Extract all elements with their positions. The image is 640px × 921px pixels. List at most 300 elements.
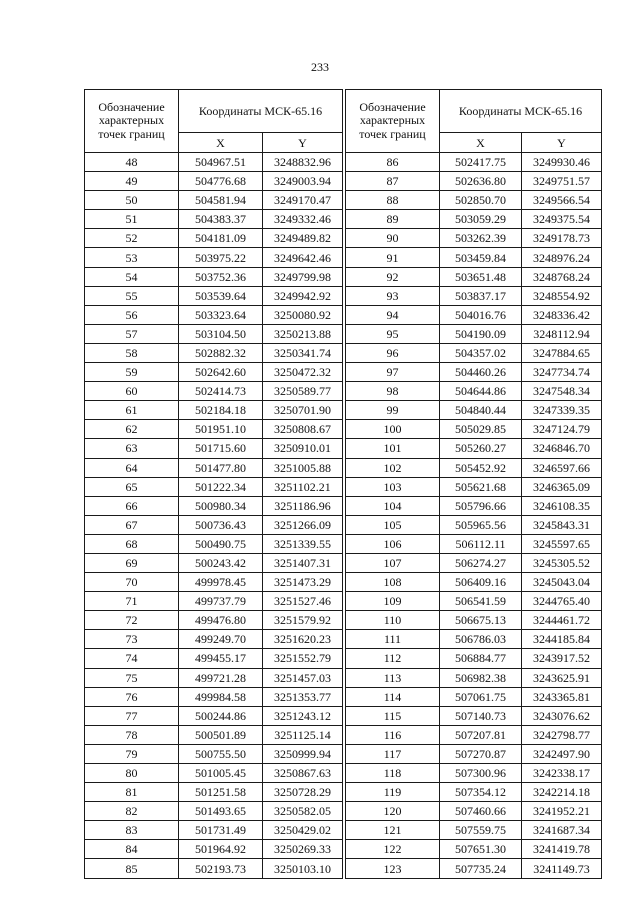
y-coordinate-cell: 3248554.92 [522,286,602,305]
x-coordinate-cell: 499737.79 [179,592,263,611]
x-coordinate-cell: 503262.39 [440,229,522,248]
point-number-cell: 89 [346,210,440,229]
y-coordinate-cell: 3251243.12 [263,706,343,725]
table-row [85,630,343,649]
x-coordinate-cell: 501731.49 [179,821,263,840]
point-number-cell: 105 [346,515,440,534]
y-coordinate-cell: 3245843.31 [522,515,602,534]
y-coordinate-cell: 3248336.42 [522,305,602,324]
y-coordinate-cell: 3243917.52 [522,649,602,668]
x-coordinate-cell: 503651.48 [440,267,522,286]
x-coordinate-cell: 500243.42 [179,553,263,572]
point-number-cell: 117 [346,744,440,763]
x-coordinate-cell: 501715.60 [179,439,263,458]
x-coordinate-cell: 504776.68 [179,172,263,191]
x-coordinate-cell: 507270.87 [440,744,522,763]
table-row [346,153,602,172]
table-row [85,859,343,878]
x-coordinate-cell: 506982.38 [440,668,522,687]
y-coordinate-cell: 3251005.88 [263,458,343,477]
point-number-cell: 59 [85,363,179,382]
x-coordinate-cell: 500755.50 [179,744,263,763]
y-coordinate-cell: 3250103.10 [263,859,343,878]
table-row [85,343,343,362]
point-number-cell: 95 [346,324,440,343]
point-number-cell: 118 [346,764,440,783]
y-coordinate-cell: 3244765.40 [522,592,602,611]
x-coordinate-cell: 502850.70 [440,191,522,210]
y-coordinate-cell: 3250589.77 [263,382,343,401]
table-row [346,172,602,191]
x-coordinate-cell: 502184.18 [179,401,263,420]
y-coordinate-cell: 3250582.05 [263,802,343,821]
y-coordinate-cell: 3250999.94 [263,744,343,763]
x-coordinate-cell: 502882.32 [179,343,263,362]
table-row [85,668,343,687]
x-coordinate-cell: 499978.45 [179,573,263,592]
y-coordinate-cell: 3250867.63 [263,764,343,783]
point-number-cell: 113 [346,668,440,687]
table-row [85,458,343,477]
table-row [85,363,343,382]
x-coordinate-cell: 507207.81 [440,725,522,744]
y-coordinate-cell: 3246108.35 [522,496,602,515]
y-coordinate-cell: 3248112.94 [522,324,602,343]
point-number-cell: 69 [85,553,179,572]
table-row [346,420,602,439]
x-coordinate-cell: 503323.64 [179,305,263,324]
point-number-cell: 83 [85,821,179,840]
point-number-cell: 66 [85,496,179,515]
y-coordinate-cell: 3248832.96 [263,153,343,172]
point-number-cell: 76 [85,687,179,706]
y-coordinate-cell: 3245305.52 [522,553,602,572]
y-coordinate-cell: 3244185.84 [522,630,602,649]
y-coordinate-cell: 3249375.54 [522,210,602,229]
table-row [85,534,343,553]
y-coordinate-cell: 3251473.29 [263,573,343,592]
point-number-cell: 80 [85,764,179,783]
point-number-cell: 58 [85,343,179,362]
y-coordinate-cell: 3250910.01 [263,439,343,458]
point-number-cell: 68 [85,534,179,553]
table-row [85,744,343,763]
table-row [346,534,602,553]
y-coordinate-cell: 3243076.62 [522,706,602,725]
x-coordinate-cell: 501222.34 [179,477,263,496]
x-coordinate-cell: 503975.22 [179,248,263,267]
point-number-cell: 123 [346,859,440,878]
y-coordinate-cell: 3249642.46 [263,248,343,267]
table-row [85,172,343,191]
y-coordinate-cell: 3251527.46 [263,592,343,611]
x-coordinate-cell: 507354.12 [440,783,522,802]
y-coordinate-cell: 3250080.92 [263,305,343,324]
x-coordinate-cell: 504644.86 [440,382,522,401]
y-coordinate-cell: 3251579.92 [263,611,343,630]
point-number-cell: 84 [85,840,179,859]
table-row [346,305,602,324]
point-number-cell: 115 [346,706,440,725]
x-coordinate-cell: 503104.50 [179,324,263,343]
point-number-cell: 67 [85,515,179,534]
point-number-cell: 99 [346,401,440,420]
point-number-cell: 60 [85,382,179,401]
y-coordinate-cell: 3248768.24 [522,267,602,286]
y-coordinate-cell: 3251552.79 [263,649,343,668]
y-coordinate-cell: 3249930.46 [522,153,602,172]
x-coordinate-cell: 499455.17 [179,649,263,668]
table-row [346,687,602,706]
point-number-cell: 119 [346,783,440,802]
table-row [346,859,602,878]
point-number-cell: 55 [85,286,179,305]
y-coordinate-cell: 3250728.29 [263,783,343,802]
x-coordinate-cell: 500244.86 [179,706,263,725]
x-coordinate-cell: 500501.89 [179,725,263,744]
y-coordinate-cell: 3242497.90 [522,744,602,763]
x-coordinate-cell: 507140.73 [440,706,522,725]
table-row [85,706,343,725]
x-coordinate-cell: 504840.44 [440,401,522,420]
x-coordinate-cell: 507559.75 [440,821,522,840]
x-coordinate-cell: 507300.96 [440,764,522,783]
coordinates-table-left [84,89,343,879]
table-row [346,324,602,343]
table-row [346,706,602,725]
point-number-cell: 122 [346,840,440,859]
y-coordinate-cell: 3244461.72 [522,611,602,630]
point-number-cell: 48 [85,153,179,172]
x-coordinate-cell: 504581.94 [179,191,263,210]
table-row [85,649,343,668]
point-number-cell: 108 [346,573,440,592]
table-row [346,477,602,496]
point-number-cell: 72 [85,611,179,630]
x-coordinate-cell: 500736.43 [179,515,263,534]
table-row [85,764,343,783]
point-number-cell: 63 [85,439,179,458]
table-row [85,210,343,229]
x-coordinate-cell: 504460.26 [440,363,522,382]
table-row [85,439,343,458]
x-coordinate-cell: 501251.58 [179,783,263,802]
y-coordinate-cell: 3247339.35 [522,401,602,420]
table-row [346,439,602,458]
x-coordinate-cell: 502414.73 [179,382,263,401]
y-coordinate-cell: 3249799.98 [263,267,343,286]
table-row [346,248,602,267]
point-designation-header: Обозначение характерных точек границ [85,90,179,153]
point-number-cell: 75 [85,668,179,687]
x-coordinate-cell: 502193.73 [179,859,263,878]
point-number-cell: 70 [85,573,179,592]
table-row [85,477,343,496]
table-row [346,764,602,783]
x-coordinate-cell: 506675.13 [440,611,522,630]
y-coordinate-cell: 3247884.65 [522,343,602,362]
x-coordinate-cell: 506541.59 [440,592,522,611]
table-row [346,553,602,572]
point-number-cell: 103 [346,477,440,496]
point-number-cell: 120 [346,802,440,821]
y-coordinate-cell: 3249489.82 [263,229,343,248]
x-coordinate-cell: 502417.75 [440,153,522,172]
y-coordinate-cell: 3241687.34 [522,821,602,840]
y-column-header: Y [263,133,343,153]
x-coordinate-cell: 506112.11 [440,534,522,553]
table-row [346,343,602,362]
point-number-cell: 78 [85,725,179,744]
x-coordinate-cell: 505452.92 [440,458,522,477]
point-number-cell: 54 [85,267,179,286]
table-row [346,573,602,592]
y-coordinate-cell: 3251457.03 [263,668,343,687]
table-row [85,592,343,611]
x-coordinate-cell: 504967.51 [179,153,263,172]
x-coordinate-cell: 501964.92 [179,840,263,859]
y-coordinate-cell: 3250808.67 [263,420,343,439]
y-coordinate-cell: 3251186.96 [263,496,343,515]
y-coordinate-cell: 3250341.74 [263,343,343,362]
x-coordinate-cell: 503752.36 [179,267,263,286]
table-row [85,802,343,821]
point-number-cell: 110 [346,611,440,630]
y-coordinate-cell: 3250472.32 [263,363,343,382]
y-coordinate-cell: 3251125.14 [263,725,343,744]
table-row [346,401,602,420]
point-number-cell: 62 [85,420,179,439]
point-number-cell: 106 [346,534,440,553]
y-coordinate-cell: 3242798.77 [522,725,602,744]
table-row [346,515,602,534]
y-coordinate-cell: 3249332.46 [263,210,343,229]
point-number-cell: 96 [346,343,440,362]
point-number-cell: 52 [85,229,179,248]
y-coordinate-cell: 3242214.18 [522,783,602,802]
table-row [346,210,602,229]
y-coordinate-cell: 3249003.94 [263,172,343,191]
coordinates-header: Координаты МСК-65.16 [440,90,602,133]
table-row [85,821,343,840]
x-coordinate-cell: 506274.27 [440,553,522,572]
x-coordinate-cell: 505796.66 [440,496,522,515]
y-coordinate-cell: 3245043.04 [522,573,602,592]
point-number-cell: 56 [85,305,179,324]
point-number-cell: 93 [346,286,440,305]
point-number-cell: 71 [85,592,179,611]
y-coordinate-cell: 3249751.57 [522,172,602,191]
y-coordinate-cell: 3249566.54 [522,191,602,210]
point-number-cell: 121 [346,821,440,840]
y-coordinate-cell: 3251339.55 [263,534,343,553]
point-number-cell: 49 [85,172,179,191]
point-number-cell: 109 [346,592,440,611]
y-coordinate-cell: 3241419.78 [522,840,602,859]
x-coordinate-cell: 500980.34 [179,496,263,515]
table-row [346,363,602,382]
table-row [346,267,602,286]
table-row [85,248,343,267]
x-coordinate-cell: 501493.65 [179,802,263,821]
x-coordinate-cell: 501477.80 [179,458,263,477]
x-coordinate-cell: 501951.10 [179,420,263,439]
table-row [346,286,602,305]
point-number-cell: 50 [85,191,179,210]
y-coordinate-cell: 3251102.21 [263,477,343,496]
table-row [346,649,602,668]
y-coordinate-cell: 3251407.31 [263,553,343,572]
point-number-cell: 90 [346,229,440,248]
y-coordinate-cell: 3243625.91 [522,668,602,687]
y-coordinate-cell: 3245597.65 [522,534,602,553]
point-number-cell: 112 [346,649,440,668]
x-coordinate-cell: 505029.85 [440,420,522,439]
coordinates-table-right [345,89,602,879]
x-coordinate-cell: 500490.75 [179,534,263,553]
table-row [85,840,343,859]
x-column-header: X [179,133,263,153]
x-coordinate-cell: 505965.56 [440,515,522,534]
table-row [85,573,343,592]
table-row [85,515,343,534]
y-coordinate-cell: 3242338.17 [522,764,602,783]
point-number-cell: 74 [85,649,179,668]
table-row [346,229,602,248]
y-column-header: Y [522,133,602,153]
x-coordinate-cell: 504181.09 [179,229,263,248]
x-coordinate-cell: 501005.45 [179,764,263,783]
y-coordinate-cell: 3246846.70 [522,439,602,458]
point-number-cell: 53 [85,248,179,267]
point-number-cell: 61 [85,401,179,420]
point-number-cell: 86 [346,153,440,172]
x-column-header: X [440,133,522,153]
x-coordinate-cell: 507735.24 [440,859,522,878]
point-number-cell: 77 [85,706,179,725]
y-coordinate-cell: 3251620.23 [263,630,343,649]
table-row [346,668,602,687]
table-row [85,229,343,248]
x-coordinate-cell: 502642.60 [179,363,263,382]
y-coordinate-cell: 3247548.34 [522,382,602,401]
point-number-cell: 92 [346,267,440,286]
point-number-cell: 73 [85,630,179,649]
table-row [346,611,602,630]
x-coordinate-cell: 503539.64 [179,286,263,305]
x-coordinate-cell: 504190.09 [440,324,522,343]
y-coordinate-cell: 3247734.74 [522,363,602,382]
x-coordinate-cell: 503059.29 [440,210,522,229]
point-number-cell: 114 [346,687,440,706]
x-coordinate-cell: 507651.30 [440,840,522,859]
point-number-cell: 64 [85,458,179,477]
table-row [346,382,602,401]
point-number-cell: 57 [85,324,179,343]
table-row [85,687,343,706]
point-number-cell: 79 [85,744,179,763]
x-coordinate-cell: 503459.84 [440,248,522,267]
table-row [346,458,602,477]
x-coordinate-cell: 502636.80 [440,172,522,191]
table-row [346,630,602,649]
y-coordinate-cell: 3250701.90 [263,401,343,420]
y-coordinate-cell: 3251266.09 [263,515,343,534]
x-coordinate-cell: 504016.76 [440,305,522,324]
table-row [85,420,343,439]
point-number-cell: 82 [85,802,179,821]
x-coordinate-cell: 505621.68 [440,477,522,496]
table-body [346,153,602,879]
x-coordinate-cell: 507061.75 [440,687,522,706]
table-row [85,153,343,172]
point-number-cell: 81 [85,783,179,802]
point-number-cell: 100 [346,420,440,439]
x-coordinate-cell: 499721.28 [179,668,263,687]
table-row [85,267,343,286]
table-row [346,191,602,210]
point-number-cell: 51 [85,210,179,229]
x-coordinate-cell: 499984.58 [179,687,263,706]
y-coordinate-cell: 3241952.21 [522,802,602,821]
x-coordinate-cell: 503837.17 [440,286,522,305]
point-number-cell: 94 [346,305,440,324]
y-coordinate-cell: 3247124.79 [522,420,602,439]
table-row [346,496,602,515]
table-row [346,783,602,802]
point-number-cell: 102 [346,458,440,477]
point-number-cell: 98 [346,382,440,401]
x-coordinate-cell: 506409.16 [440,573,522,592]
x-coordinate-cell: 499249.70 [179,630,263,649]
table-row [85,324,343,343]
point-number-cell: 85 [85,859,179,878]
table-body [85,153,343,879]
table-row [85,191,343,210]
y-coordinate-cell: 3249942.92 [263,286,343,305]
page-number: 233 [311,60,329,74]
y-coordinate-cell: 3251353.77 [263,687,343,706]
table-row [85,401,343,420]
point-number-cell: 116 [346,725,440,744]
y-coordinate-cell: 3241149.73 [522,859,602,878]
point-number-cell: 88 [346,191,440,210]
x-coordinate-cell: 507460.66 [440,802,522,821]
y-coordinate-cell: 3249178.73 [522,229,602,248]
table-row [346,744,602,763]
point-number-cell: 97 [346,363,440,382]
x-coordinate-cell: 499476.80 [179,611,263,630]
y-coordinate-cell: 3250429.02 [263,821,343,840]
table-row [85,783,343,802]
y-coordinate-cell: 3250213.88 [263,324,343,343]
y-coordinate-cell: 3248976.24 [522,248,602,267]
y-coordinate-cell: 3246597.66 [522,458,602,477]
point-number-cell: 65 [85,477,179,496]
table-row [346,821,602,840]
point-designation-header: Обозначение характерных точек границ [346,90,440,153]
point-number-cell: 104 [346,496,440,515]
table-row [85,553,343,572]
table-row [85,725,343,744]
point-number-cell: 107 [346,553,440,572]
y-coordinate-cell: 3249170.47 [263,191,343,210]
table-row [85,611,343,630]
table-row [85,496,343,515]
point-number-cell: 87 [346,172,440,191]
point-number-cell: 111 [346,630,440,649]
y-coordinate-cell: 3250269.33 [263,840,343,859]
